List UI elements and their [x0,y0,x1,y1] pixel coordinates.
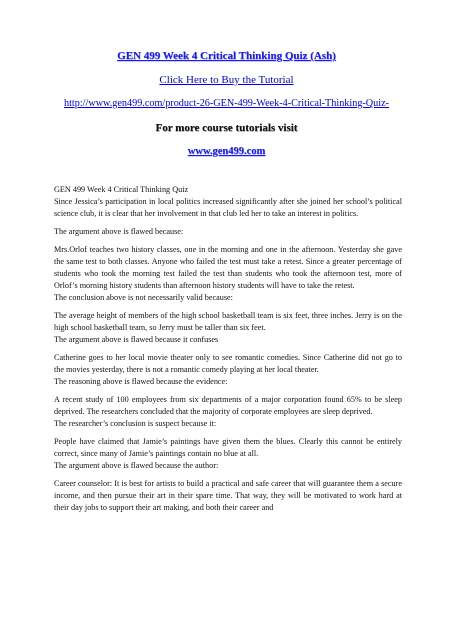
question-1-prompt: The argument above is flawed because: [54,227,184,236]
question-6-prompt: The argument above is flawed because the author: [54,461,219,470]
buy-tutorial-link[interactable]: Click Here to Buy the Tutorial [159,74,294,86]
more-tutorials-text: For more course tutorials visit [155,122,298,134]
product-url-link[interactable]: http://www.gen499.com/product-26-GEN-499-Week-4-Critical-Thinking-Quiz- [64,98,389,109]
question-1: Since Jessica’s participation in local politics increased significantly after she joined her school’s political science club, it is clear that her involvement in that club led her to take an interest in politics. [54,197,402,218]
question-7: Career counselor: It is best for artists to build a practical and safe career that will guarantee them a secure income, and then pursue their art in their spare time. That way, they will be motivated to work hard at their day jobs to support their art making, and both their career and [54,479,402,512]
document-title[interactable]: GEN 499 Week 4 Critical Thinking Quiz (Ash) [117,50,336,62]
question-3-prompt: The argument above is flawed because it confuses [54,335,219,344]
quiz-body [54,184,402,514]
question-6: People have claimed that Jamie’s paintings have given them the blues. Clearly this cannot be entirely correct, since many of Jamie’s paintings contain no blue at all. [54,437,402,458]
question-5: A recent study of 100 employees from six departments of a major corporation found 65% to be sleep deprived. The researchers concluded that the majority of corporate employees are sleep deprived. [54,395,402,416]
question-4-prompt: The reasoning above is flawed because the evidence: [54,377,228,386]
question-2-prompt: The conclusion above is not necessarily valid because: [54,293,233,302]
question-5-prompt: The researcher’s conclusion is suspect because it: [54,419,217,428]
site-link[interactable]: www.gen499.com [187,146,266,157]
question-3: The average height of members of the high school basketball team is six feet, three inches. Jerry is on the high school basketball team, so Jerry must be taller than six feet. [54,311,402,332]
question-2: Mrs.Orlof teaches two history classes, one in the morning and one in the afternoon. Yesterday she gave the same test to both classes. Anyone who failed the test must take a retest. Since a greater percentage of students who took the morning test failed the test than students who took the afternoon test, more of Orlof’s morning history students than afternoon history students will have to take the retest. [54,245,402,290]
quiz-heading: GEN 499 Week 4 Critical Thinking Quiz [54,185,189,194]
question-4: Catherine goes to her local movie theater only to see romantic comedies. Since Catherine did not go to the movies yesterday, there is not a romantic comedy playing at her local theater. [54,353,402,374]
